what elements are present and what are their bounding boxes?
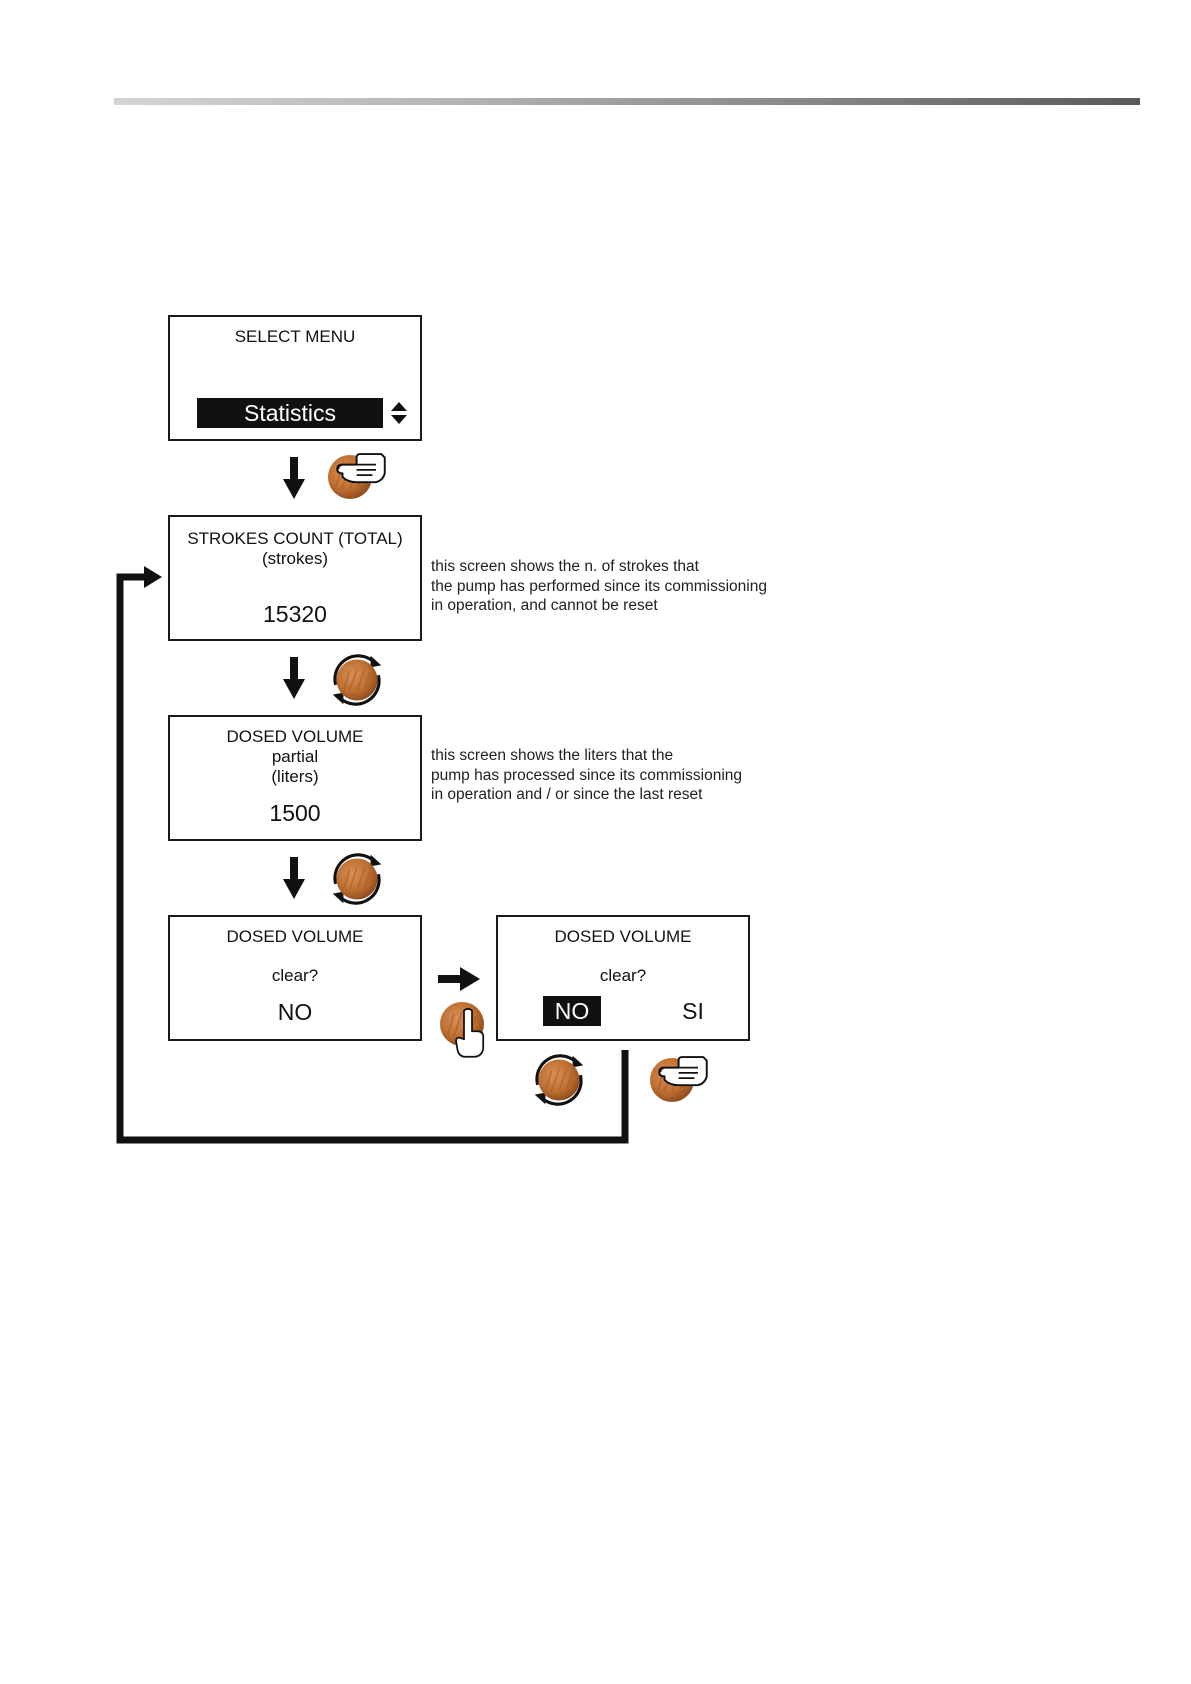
clear-value: NO: [277, 999, 313, 1025]
option-no: NO: [543, 996, 601, 1026]
screen-unit: (strokes): [261, 549, 329, 568]
option-si: SI: [682, 998, 704, 1024]
arrow-down-icon: [283, 457, 305, 499]
note-line: pump has processed since its commissioning: [431, 766, 742, 784]
screen-unit: (liters): [271, 767, 319, 786]
screen-title: DOSED VOLUME: [554, 927, 692, 946]
screen-title: SELECT MENU: [234, 327, 356, 346]
note-line: this screen shows the n. of strokes that: [431, 558, 699, 575]
screen-title: STROKES COUNT (TOTAL): [187, 529, 403, 548]
header-rule: [114, 98, 1140, 105]
note-line: the pump has performed since its commissioning: [431, 577, 767, 595]
screen-question: clear?: [271, 966, 319, 985]
hand-pointing-icon: [330, 447, 392, 491]
strokes-value: 15320: [263, 601, 327, 627]
select-menu-screen: [168, 315, 422, 441]
screen-title: DOSED VOLUME: [226, 727, 364, 746]
note-line: in operation, and cannot be reset: [431, 597, 658, 614]
hand-pointing-icon: [652, 1050, 714, 1094]
note-line: in operation and / or since the last reset: [431, 786, 703, 803]
up-down-icon: [390, 401, 408, 425]
return-loop-connector: [110, 560, 640, 1150]
volume-value: 1500: [269, 800, 321, 826]
screen-title: DOSED VOLUME: [226, 927, 364, 946]
selected-menu-item: Statistics: [197, 398, 383, 428]
note-line: this screen shows the liters that the: [431, 747, 674, 764]
screen-subtitle: partial: [271, 747, 319, 766]
screen-question: clear?: [599, 966, 647, 985]
